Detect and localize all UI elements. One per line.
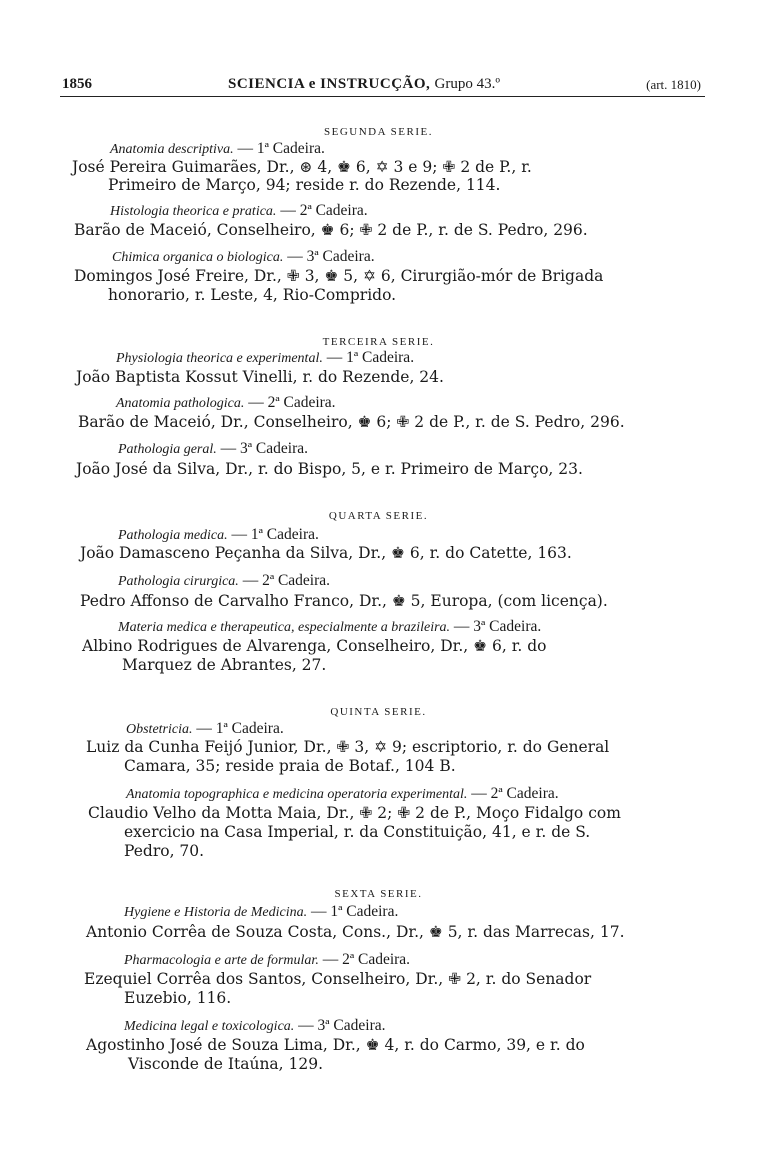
section-heading: QUINTA SERIE. <box>330 706 427 718</box>
chair-number: — 2ª Cadeira. <box>280 202 368 219</box>
subject-name: Pathologia medica. <box>118 528 228 543</box>
professor-entry: Agostinho José de Souza Lima, Dr., ♚ 4, r. do Carmo, 39, e r. do <box>86 1036 585 1054</box>
subject-name: Materia medica e therapeutica, especialmente a brazileira. <box>118 620 451 635</box>
professor-entry-continuation: Camara, 35; reside praia de Botaf., 104 B. <box>124 757 456 775</box>
chair-number: — 2ª Cadeira. <box>471 785 559 802</box>
professor-entry: Pedro Affonso de Carvalho Franco, Dr., ♚ 5, Europa, (com licença). <box>80 592 608 610</box>
chair-heading <box>116 349 414 367</box>
chair-heading <box>116 394 336 412</box>
subject-name: Physiologia theorica e experimental. <box>116 351 323 366</box>
professor-entry: Ezequiel Corrêa dos Santos, Conselheiro, Dr., ✙ 2, r. do Senador <box>84 970 592 988</box>
page-header <box>60 74 705 97</box>
chair-heading <box>124 903 398 921</box>
chair-number: — 2ª Cadeira. <box>242 572 331 589</box>
subject-name: Histologia theorica e pratica. <box>110 204 277 219</box>
subject-name: Anatomia descriptiva. <box>110 142 234 157</box>
chair-number: — 3ª Cadeira. <box>287 248 375 265</box>
chair-number: — 3ª Cadeira. <box>298 1017 386 1034</box>
professor-entry-continuation: Visconde de Itaúna, 129. <box>128 1055 324 1073</box>
section-heading: QUARTA SERIE. <box>328 510 429 522</box>
chair-heading <box>126 720 284 738</box>
subject-name: Hygiene e Historia de Medicina. <box>124 905 308 920</box>
professor-entry-continuation: exercicio na Casa Imperial, r. da Constituição, 41, e r. de S. <box>124 823 591 841</box>
chair-heading <box>118 618 541 636</box>
subject-name: Anatomia topographica e medicina operatoria experimental. <box>126 787 468 802</box>
professor-entry: Luiz da Cunha Feijó Junior, Dr., ✙ 3, ✡ 9; escriptorio, r. do General <box>86 738 610 756</box>
running-title <box>228 76 500 93</box>
subject-name: Pharmacologia e arte de formular. <box>124 953 319 968</box>
chair-heading <box>118 526 319 544</box>
section-heading: SEXTA SERIE. <box>334 888 423 900</box>
chair-number: — 1ª Cadeira. <box>231 526 319 543</box>
chair-number: — 3ª Cadeira. <box>453 618 542 635</box>
section-heading: TERCEIRA SERIE. <box>322 336 435 348</box>
subject-name: Pathologia cirurgica. <box>118 574 239 589</box>
professor-entry: João Baptista Kossut Vinelli, r. do Rezende, 24. <box>76 368 444 386</box>
professor-entry-continuation: Primeiro de Março, 94; reside r. do Rezende, 114. <box>108 176 501 194</box>
chair-heading <box>112 248 375 266</box>
page-number: 1856 <box>62 76 92 92</box>
professor-entry: Barão de Maceió, Conselheiro, ♚ 6; ✙ 2 de P., r. de S. Pedro, 296. <box>74 221 588 239</box>
subject-name: Medicina legal e toxicologica. <box>124 1019 295 1034</box>
chair-heading <box>118 440 308 458</box>
professor-entry-continuation: Marquez de Abrantes, 27. <box>122 656 327 674</box>
chair-number: — 2ª Cadeira. <box>322 951 411 968</box>
running-title-text: SCIENCIA e INSTRUCÇÃO, <box>228 76 431 92</box>
professor-entry: João José da Silva, Dr., r. do Bispo, 5, e r. Primeiro de Março, 23. <box>76 460 583 478</box>
chair-heading <box>110 140 325 158</box>
subject-name: Chimica organica o biologica. <box>112 250 284 265</box>
professor-entry: Albino Rodrigues de Alvarenga, Conselheiro, Dr., ♚ 6, r. do <box>82 637 547 655</box>
chair-number: — 3ª Cadeira. <box>220 440 309 457</box>
chair-number: — 1ª Cadeira. <box>237 140 325 157</box>
group-label: Grupo 43.º <box>434 76 501 92</box>
section-heading: SEGUNDA SERIE. <box>323 126 433 138</box>
chair-number: — 1ª Cadeira. <box>311 903 399 920</box>
subject-name: Obstetricia. <box>126 722 193 737</box>
professor-entry-continuation: honorario, r. Leste, 4, Rio-Comprido. <box>108 286 397 304</box>
subject-name: Anatomia pathologica. <box>116 396 245 411</box>
chair-number: — 1ª Cadeira. <box>196 720 284 737</box>
chair-heading <box>126 785 559 803</box>
professor-entry: Claudio Velho da Motta Maia, Dr., ✙ 2; ✙ 2 de P., Moço Fidalgo com <box>88 804 621 822</box>
chair-heading <box>118 572 330 590</box>
chair-number: — 2ª Cadeira. <box>248 394 336 411</box>
professor-entry: José Pereira Guimarães, Dr., ⊛ 4, ♚ 6, ✡ 3 e 9; ✙ 2 de P., r. <box>72 158 532 176</box>
chair-number: — 1ª Cadeira. <box>326 349 415 366</box>
article-number: (art. 1810) <box>646 77 701 92</box>
professor-entry-continuation: Pedro, 70. <box>124 842 205 860</box>
chair-heading <box>124 1017 386 1035</box>
professor-entry-continuation: Euzebio, 116. <box>124 989 232 1007</box>
professor-entry: Domingos José Freire, Dr., ✙ 3, ♚ 5, ✡ 6, Cirurgião-mór de Brigada <box>74 267 604 285</box>
professor-entry: Barão de Maceió, Dr., Conselheiro, ♚ 6; ✙ 2 de P., r. de S. Pedro, 296. <box>78 413 625 431</box>
subject-name: Pathologia geral. <box>118 442 217 457</box>
chair-heading <box>124 951 410 969</box>
professor-entry: Antonio Corrêa de Souza Costa, Cons., Dr., ♚ 5, r. das Marrecas, 17. <box>86 923 625 941</box>
professor-entry: João Damasceno Peçanha da Silva, Dr., ♚ 6, r. do Catette, 163. <box>80 544 572 562</box>
chair-heading <box>110 202 368 220</box>
